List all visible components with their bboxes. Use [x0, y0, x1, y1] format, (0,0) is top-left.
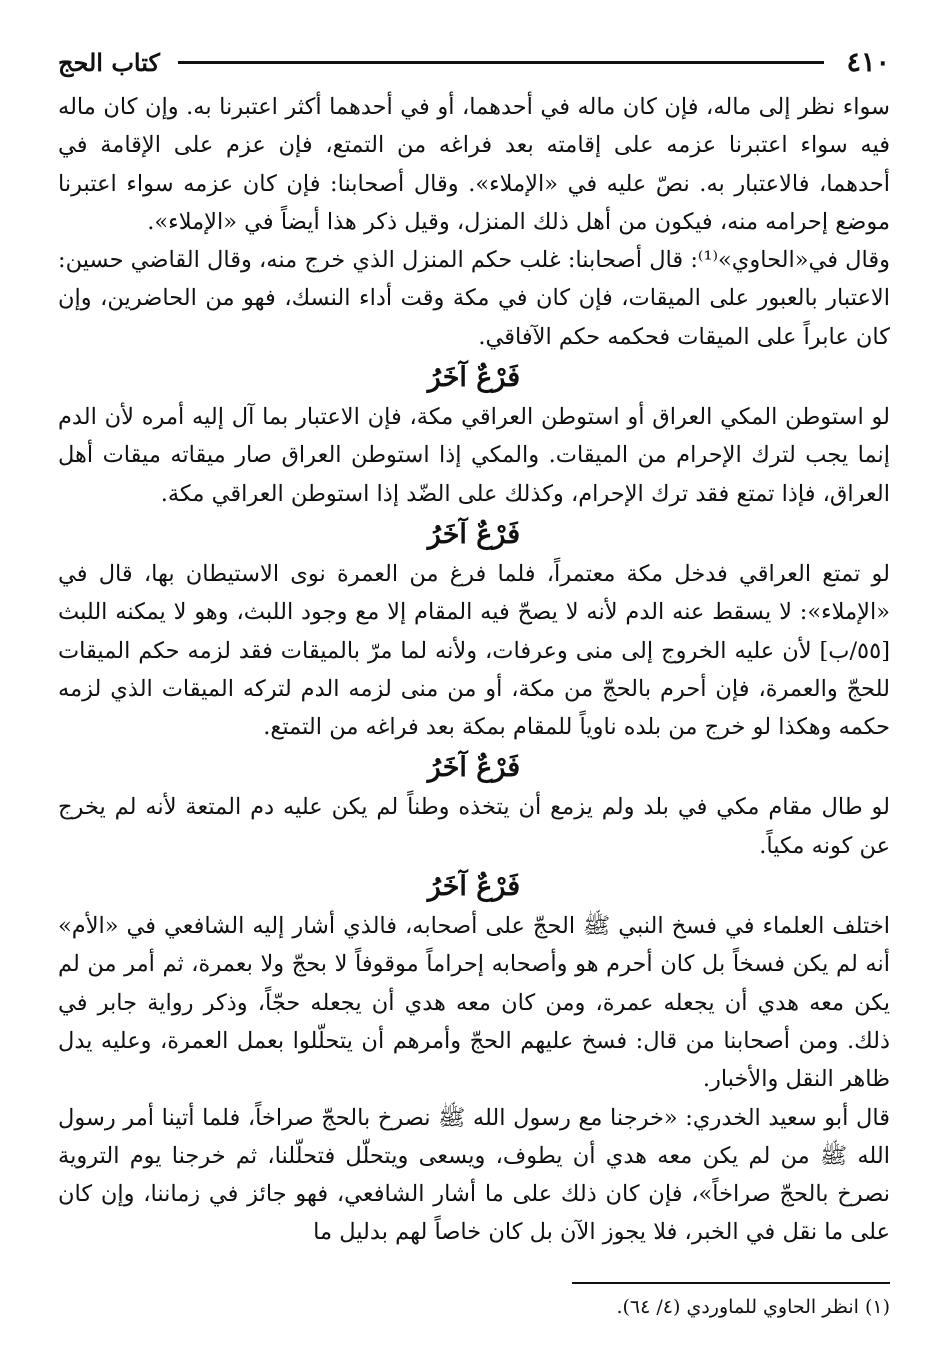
book-page [58, 38, 890, 1338]
page-body [58, 88, 890, 1258]
paragraph: قال أبو سعيد الخدري: «خرجنا مع رسول الله ﷺ نصرخ بالحجّ صراخاً، فلما أتينا أمر رسول الله ﷺ من لم يكن معه هدي أن يطوف، ويسعى ويتحلّل فتحلّلنا، ثم خرجنا يوم التروية نصرخ بالحجّ صراخاً»، فإن كان ذلك على ما أشار الشافعي، فهو جائز في زماننا، وإن كان على ما نقل في الخبر، فلا يجوز الآن بل كان خاصاً لهم بدليل ما [58, 1104, 890, 1246]
book-title: كتاب الحج [58, 47, 160, 77]
footnote-rule [572, 1282, 890, 1284]
footnote-text: انظر الحاوي للماوردي (٤/ ٦٤). [616, 1296, 859, 1318]
paragraph: اختلف العلماء في فسخ النبي ﷺ الحجّ على أصحابه، فالذي أشار إليه الشافعي في «الأم» أنه لم يكن فسخاً بل كان أحرم هو وأصحابه إحراماً موقوفاً لا بحجّ ولا بعمرة، ثم أمر من لم يكن معه هدي أن يجعله عمرة، ومن كان معه هدي أن يجعله حجّاً، وذكر رواية جابر في ذلك. ومن أصحابنا من قال: فسخ عليهم الحجّ وأمرهم أن يتحلّلوا بعمل العمرة، وعليه يدل ظاهر النقل والأخبار. [58, 913, 890, 1093]
paragraph: لو تمتع العراقي فدخل مكة معتمراً، فلما فرغ من العمرة نوى الاستيطان بها، قال في «الإملاء»: لا يسقط عنه الدم لأنه لا يصحّ فيه المقام إلا مع وجود اللبث، وهو لا يمكنه اللبث [٥٥/ب] لأن عليه الخروج إلى منى وعرفات، ولأنه لما مرّ بالميقات فقد لزمه حكم الميقات للحجّ والعمرة، فإن أحرم بالحجّ من مكة، أو من منى لزمه الدم لتركه الميقات الذي لزمه حكمه وهكذا لو خرج من بلده ناوياً للمقام بمكة بعد فراغه من التمتع. [58, 560, 890, 741]
paragraph: وقال في«الحاوي»⁽¹⁾: قال أصحابنا: غلب حكم المنزل الذي خرج منه، وقال القاضي حسين: الاعتبار بالعبور على الميقات، فإن كان في مكة وقت أداء النسك، فهو من الحاضرين، وإن كان عابراً على الميقات فحكمه حكم الآفاقي. [58, 247, 890, 350]
section-heading: فَرْعٌ آخَرُ [427, 362, 521, 394]
page-header [58, 38, 890, 86]
paragraph: سواء نظر إلى ماله، فإن كان ماله في أحدهما، أو في أحدهما أكثر اعتبرنا به. وإن كان ماله فيه سواء اعتبرنا عزمه على إقامته بعد فراغه من التمتع، فإن عزم على الإقامة في أحدهما، فالاعتبار به. نصّ عليه في «الإملاء». وقال أصحابنا: فإن كان عزمه سواء اعتبرنا موضع إحرامه منه، فيكون من أهل ذلك المنزل، وقيل ذكر هذا أيضاً في «الإملاء». [58, 94, 890, 235]
footnote [58, 1293, 890, 1321]
page-number: ٤١٠ [846, 46, 890, 78]
header-rule [178, 61, 825, 64]
paragraph: لو طال مقام مكي في بلد ولم يزمع أن يتخذه وطناً لم يكن عليه دم المتعة لأنه لم يخرج عن كونه مكياً. [58, 794, 890, 859]
section-heading: فَرْعٌ آخَرُ [427, 871, 521, 903]
section-heading: فَرْعٌ آخَرُ [427, 752, 521, 784]
paragraph: لو استوطن المكي العراق أو استوطن العراقي مكة، فإن الاعتبار بما آل إليه أمره لأن الدم إنما يجب لترك الإحرام من الميقات. والمكي إذا استوطن العراق صار ميقاته ميقات أهل العراق، فإذا تمتع فقد ترك الإحرام، وكذلك على الضّد إذا استوطن العراقي مكة. [58, 404, 890, 507]
section-heading: فَرْعٌ آخَرُ [427, 518, 521, 550]
footnote-number: (١) [864, 1296, 890, 1318]
